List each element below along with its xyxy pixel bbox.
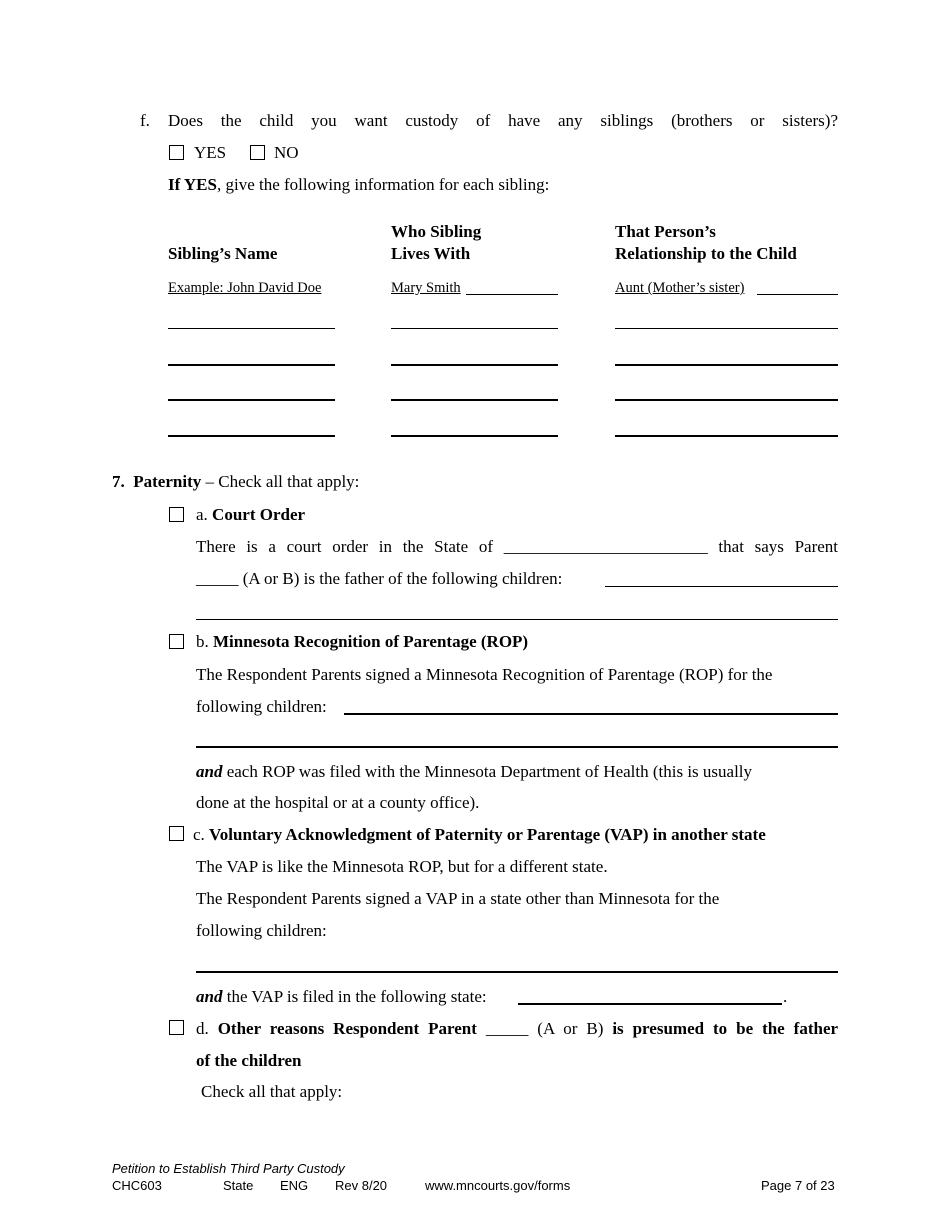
col-header-relationship-2: Relationship to the Child	[615, 244, 797, 263]
footer-revision: Rev 8/20	[335, 1178, 388, 1193]
vap-checkbox[interactable]	[169, 826, 184, 841]
instruction-rest: , give the following information for each sibling:	[216, 175, 550, 194]
court-order-line1	[196, 537, 838, 557]
col-header-lives-with-1: Who Sibling	[391, 222, 482, 241]
footer-website[interactable]: www.mncourts.gov/forms	[425, 1178, 571, 1193]
no-label: NO	[274, 143, 299, 162]
other-reasons-check-all: Check all that apply:	[201, 1082, 343, 1101]
vap-and-line	[196, 987, 487, 1007]
rop-and-bold: and	[196, 762, 223, 781]
no-checkbox[interactable]	[250, 145, 265, 160]
lives-with-field-3[interactable]	[391, 399, 558, 401]
rop-and-line	[196, 762, 752, 782]
yes-label: YES	[194, 143, 227, 162]
other-reasons-parent-blank[interactable]: _____	[485, 1019, 529, 1038]
other-reasons-title-part2: is presumed to be the father	[612, 1019, 839, 1038]
court-order-line1-end: that says Parent	[718, 537, 839, 556]
court-order-prefix: a.	[196, 505, 208, 524]
court-order-line2	[196, 569, 562, 589]
yes-checkbox[interactable]	[169, 145, 184, 160]
rop-and-rest: each ROP was filed with the Minnesota Department of Health (this is usually	[222, 762, 753, 781]
court-order-checkbox[interactable]	[169, 507, 184, 522]
rop-prefix: b.	[196, 632, 209, 651]
rop-line1: The Respondent Parents signed a Minnesota Recognition of Parentage (ROP) for the	[196, 665, 773, 684]
rop-line2: following children:	[196, 697, 327, 716]
court-order-line1-start: There is a court order in the State of	[196, 537, 494, 556]
example-relationship-underline	[757, 294, 838, 295]
sibling-name-field-3[interactable]	[168, 399, 335, 401]
vap-children-field[interactable]	[196, 971, 838, 973]
court-order-heading	[196, 505, 305, 525]
example-lives-with-underline	[466, 294, 558, 295]
court-order-title: Court Order	[212, 505, 306, 524]
lives-with-field-2[interactable]	[391, 364, 558, 366]
rop-children-field-2[interactable]	[196, 746, 838, 748]
other-reasons-prefix: d.	[196, 1019, 209, 1038]
court-order-line2-text: (A or B) is the father of the following children:	[242, 569, 563, 588]
vap-period: .	[783, 987, 788, 1006]
other-reasons-line1	[196, 1019, 838, 1039]
sibling-name-field-1[interactable]	[168, 328, 335, 329]
vap-heading	[193, 825, 766, 845]
court-order-parent-blank[interactable]: _____	[196, 569, 239, 588]
vap-prefix: c.	[193, 825, 205, 844]
court-order-children-field-2[interactable]	[196, 619, 838, 620]
vap-line1: The VAP is like the Minnesota ROP, but for a different state.	[196, 857, 608, 876]
section-f-letter: f.	[140, 111, 150, 130]
sibling-name-field-2[interactable]	[168, 364, 335, 366]
footer-state: State	[223, 1178, 254, 1193]
court-order-children-field-1[interactable]	[605, 586, 838, 587]
relationship-field-1[interactable]	[615, 328, 838, 329]
sibling-name-field-4[interactable]	[168, 435, 335, 437]
sibling-instruction	[168, 175, 549, 195]
vap-and-rest: the VAP is filed in the following state:	[222, 987, 487, 1006]
vap-and-bold: and	[196, 987, 223, 1006]
footer-page-number: Page 7 of 23	[761, 1178, 835, 1193]
footer-form-title: Petition to Establish Third Party Custody	[112, 1161, 345, 1176]
col-header-relationship-1: That Person’s	[615, 222, 716, 241]
relationship-field-4[interactable]	[615, 435, 838, 437]
example-lives-with: Mary Smith	[391, 280, 461, 296]
other-reasons-title-line2: of the children	[196, 1051, 302, 1070]
footer-form-code: CHC603	[112, 1178, 162, 1193]
section-f-question: Does the child you want custody of have any siblings (brothers or sisters)?	[168, 111, 838, 130]
footer-language: ENG	[280, 1178, 309, 1193]
rop-heading	[196, 632, 528, 652]
other-reasons-title-part1: Other reasons Respondent Parent	[217, 1019, 477, 1038]
example-sibling-name: Example: John David Doe	[168, 280, 322, 296]
vap-state-field[interactable]	[518, 1003, 782, 1005]
rop-title: Minnesota Recognition of Parentage (ROP)	[213, 632, 529, 651]
relationship-field-2[interactable]	[615, 364, 838, 366]
lives-with-field-4[interactable]	[391, 435, 558, 437]
col-header-sibling-name: Sibling’s Name	[168, 244, 278, 263]
example-relationship: Aunt (Mother’s sister)	[615, 280, 745, 296]
lives-with-field-1[interactable]	[391, 328, 558, 329]
vap-title: Voluntary Acknowledgment of Paternity or Parentage (VAP) in another state	[209, 825, 766, 844]
instruction-bold: If YES	[168, 175, 217, 194]
section-7-heading	[112, 472, 359, 492]
vap-line2: The Respondent Parents signed a VAP in a state other than Minnesota for the	[196, 889, 720, 908]
section-7-title: Paternity	[133, 472, 202, 491]
rop-children-field-1[interactable]	[344, 713, 838, 715]
court-order-state-blank[interactable]: ________________________	[503, 537, 708, 556]
section-7-number: 7.	[112, 472, 125, 491]
vap-line3: following children:	[196, 921, 327, 940]
rop-line-last: done at the hospital or at a county office).	[196, 793, 480, 812]
rop-checkbox[interactable]	[169, 634, 184, 649]
col-header-lives-with-2: Lives With	[391, 244, 471, 263]
other-reasons-middle: (A or B)	[537, 1019, 604, 1038]
section-7-subtitle: – Check all that apply:	[201, 472, 360, 491]
relationship-field-3[interactable]	[615, 399, 838, 401]
other-reasons-checkbox[interactable]	[169, 1020, 184, 1035]
